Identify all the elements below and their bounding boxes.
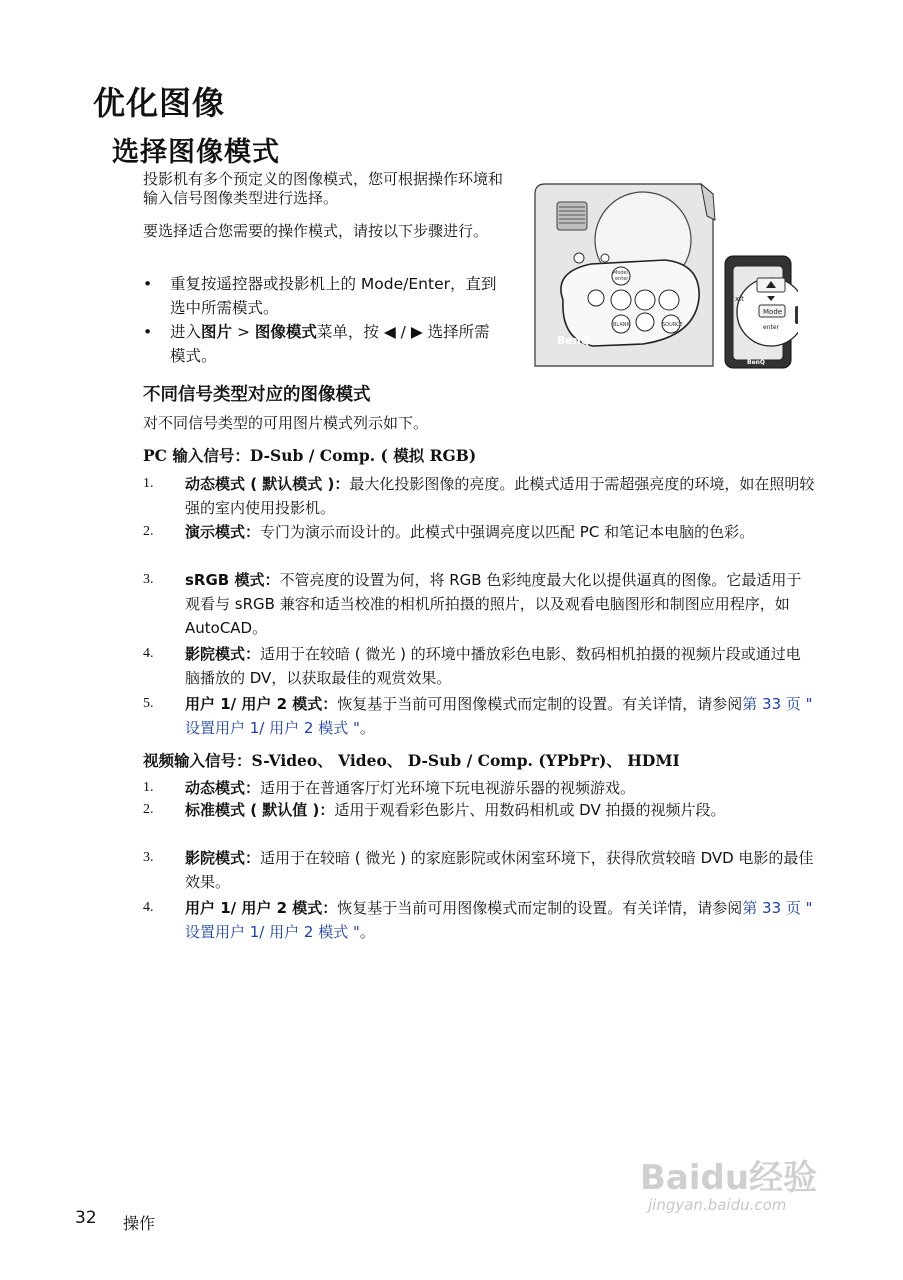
section-title: 选择图像模式	[112, 137, 280, 168]
svg-text:enter: enter	[615, 276, 629, 282]
bullet-mark: •	[143, 323, 153, 341]
svg-text:Mode: Mode	[763, 308, 783, 316]
projector-remote-illustration	[533, 180, 798, 374]
page-link[interactable]: 第 33 页 " 设置用户 1/ 用户 2 模式 "	[185, 899, 813, 941]
projector-illustration	[533, 180, 798, 370]
svg-text:xit: xit	[735, 295, 744, 303]
list-item: 3. 影院模式：适用于在较暗 ( 微光 ) 的家庭影院或休闲室环境下，获得欣赏较暗 DVD 电影的最佳效果。	[143, 849, 814, 891]
pc-signal-heading: PC 输入信号：D-Sub / Comp. ( 模拟 RGB)	[143, 446, 477, 465]
list-item: 2. 标准模式 ( 默认值 )：适用于观看彩色影片、用数码相机或 DV 拍摄的视频片段。	[143, 801, 726, 819]
page-link[interactable]: 第 33 页 " 设置用户 1/ 用户 2 模式 "	[185, 695, 813, 737]
svg-text:SOURCE: SOURCE	[662, 322, 683, 328]
list-item: 4. 用户 1/ 用户 2 模式：恢复基于当前可用图像模式而定制的设置。有关详情，请参阅第 33 页 " 设置用户 1/ 用户 2 模式 "。	[143, 899, 813, 941]
list-item: 2. 演示模式：专门为演示而设计的。此模式中强调亮度以匹配 PC 和笔记本电脑的色彩。	[143, 523, 755, 541]
list-item: 5. 用户 1/ 用户 2 模式：恢复基于当前可用图像模式而定制的设置。有关详情，请参阅第 33 页 " 设置用户 1/ 用户 2 模式 "。	[143, 695, 813, 737]
subsection-text: 对不同信号类型的可用图片模式列示如下。	[143, 414, 429, 432]
bullet-text: 进入图片 > 图像模式菜单，按 ◀ / ▶ 选择所需模式。	[170, 323, 490, 365]
list-item: 3. sRGB 模式：不管亮度的设置为何，将 RGB 色彩纯度最大化以提供逼真的图像。它最适用于观看与 sRGB 兼容和适当校准的相机所拍摄的照片，以及观看电脑图形和制图应用程序，如 AutoCAD。	[143, 571, 802, 637]
list-item: 1. 动态模式 ( 默认模式 )：最大化投影图像的亮度。此模式适用于需超强亮度的环境，如在照明较强的室内使用投影机。	[143, 475, 815, 517]
watermark-logo: Baidu经验	[640, 1158, 818, 1198]
video-signal-heading: 视频输入信号：S-Video、 Video、 D-Sub / Comp. (YPbPr)、 HDMI	[143, 751, 680, 770]
svg-text:enter: enter	[763, 324, 780, 331]
bullet-item	[143, 320, 513, 368]
bullet-item	[143, 272, 513, 320]
svg-text:Mode/: Mode/	[613, 270, 629, 276]
page-title: 优化图像	[93, 84, 226, 122]
svg-text:BLANK: BLANK	[613, 322, 630, 328]
watermark-url: jingyan.baidu.com	[648, 1196, 787, 1214]
bullet-mark: •	[143, 275, 153, 293]
list-item: 1. 动态模式：适用于在普通客厅灯光环境下玩电视游乐器的视频游戏。	[143, 779, 636, 797]
svg-text:BenQ: BenQ	[557, 334, 591, 347]
page-number: 32	[75, 1208, 97, 1228]
intro-paragraph-1: 投影机有多个预定义的图像模式，您可根据操作环境和输入信号图像类型进行选择。	[143, 170, 504, 207]
list-item: 4. 影院模式：适用于在较暗 ( 微光 ) 的环境中播放彩色电影、数码相机拍摄的视频片段或通过电脑播放的 DV，以获取最佳的观赏效果。	[143, 645, 801, 687]
bullet-text: 重复按遥控器或投影机上的 Mode/Enter，直到选中所需模式。	[170, 275, 497, 317]
subsection-title: 不同信号类型对应的图像模式	[143, 385, 371, 405]
footer-section: 操作	[123, 1214, 156, 1233]
svg-text:BenQ: BenQ	[747, 359, 766, 366]
intro-paragraph-2: 要选择适合您需要的操作模式，请按以下步骤进行。	[143, 222, 489, 240]
